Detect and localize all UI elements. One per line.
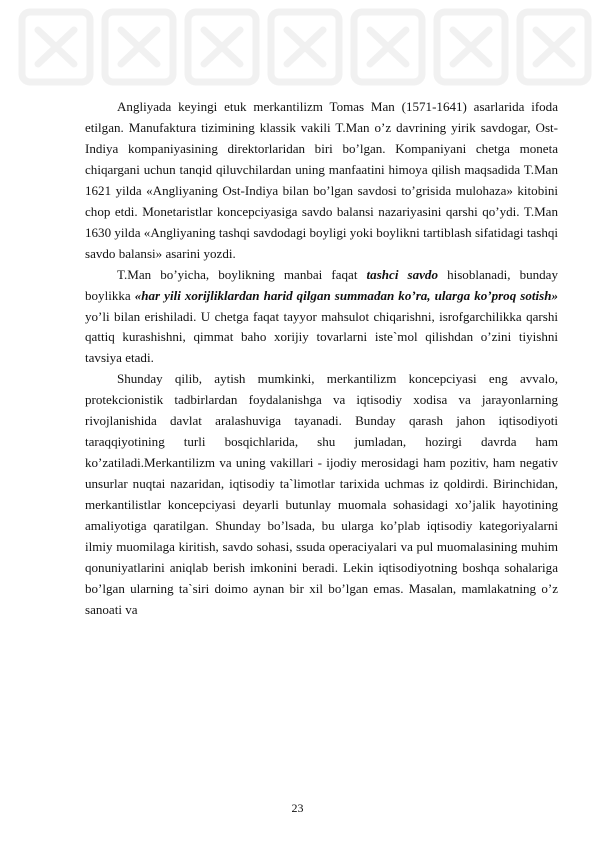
paragraph-2-text-middle: hisoblanadi, bunday boylikka bbox=[85, 266, 558, 303]
paragraph-3-text: Shunday qilib, aytish mumkinki, merkantilizm koncepciyasi eng avvalo, protekcionistik tadbirlardan foydalanishga va iqtisodiy xodisa va jarayonlarning rivojlanishida davlat aralashuviga tayanadi. Bunday qarash jahon iqtisodiyoti taraqqiyotining turli bosqichlarida, shu jumladan, hozirgi davrda ham ko’zatiladi.Merkantilizm va uning vakillari - ijodiy merosidagi ham pozitiv, ham negativ unsurlar nuqtai nazaridan, iqtisodiy ta`limotlar tarixida uchmas iz qoldirdi. Birinchidan, merkantilistlar koncepciyasi deyarli butunlay muomala sohasidagi xo’jalik hayotining amaliyotiga qaratilgan. Shunday bo’lsada, bu ularga ko’plab iqtisodiy kategoriyalarni ilmiy muomilaga kiritish, savdo sohasi, ssuda operaciyalari va pul muomalasining muhim qonuniyatlarini aniqlab berish imkonini beradi. Lekin iqtisodiyotning boshqa sohalariga bo’lgan ularning ta`siri doimo aynan bir xil bo’lgan emas. Masalan, mamlakatning o’z sanoati va bbox=[85, 371, 558, 617]
emphasis-tashci-savdo: tashci savdo bbox=[366, 266, 438, 282]
paragraph-2-text-end: yo’li bilan erishiladi. U chetga faqat tayyor mahsulot chiqarishni, isrofgarchilikka qarshi qattiq kurashishni, qimmat baho xorijiy tovarlarni iste`mol qilishdan o’zini tiyishni tavsiya etadi. bbox=[85, 308, 558, 366]
emphasis-quote: «har yili xorijliklardan harid qilgan summadan ko’ra, ularga ko’proq sotish» bbox=[134, 287, 558, 303]
paragraph-3 bbox=[85, 369, 558, 620]
document-body bbox=[85, 97, 558, 621]
watermark-pattern bbox=[0, 0, 595, 110]
paragraph-2-text-start: T.Man bo’yicha, boylikning manbai faqat bbox=[117, 266, 367, 282]
paragraph-2 bbox=[85, 265, 558, 370]
paragraph-1-text: Angliyada keyingi etuk merkantilizm Tomas Man (1571-1641) asarlarida ifoda etilgan. Manufaktura tizimining klassik vakili T.Man o’z davrining yirik savdogar, Ost-Indiya kompaniyasining direktorlaridan biri bo’lgan. Kompaniyani chetga moneta chiqargani uchun tanqid qiluvchilardan uning manfaatini himoya qilish maqsadida T.Man 1621 yilda «Angliyaning Ost-Indiya bilan bo’lgan savdosi to’grisida mulohaza» kitobini chop etdi. Monetaristlar koncepciyasiga savdo balansi nazariyasini qarshi qo’ydi. T.Man 1630 yilda «Angliyaning tashqi savdodagi boyligi yoki boylikni tartiblash sifatidagi tashqi savdo balansi» asarini yozdi. bbox=[85, 99, 558, 261]
paragraph-1 bbox=[85, 97, 558, 265]
page-number: 23 bbox=[291, 801, 304, 815]
